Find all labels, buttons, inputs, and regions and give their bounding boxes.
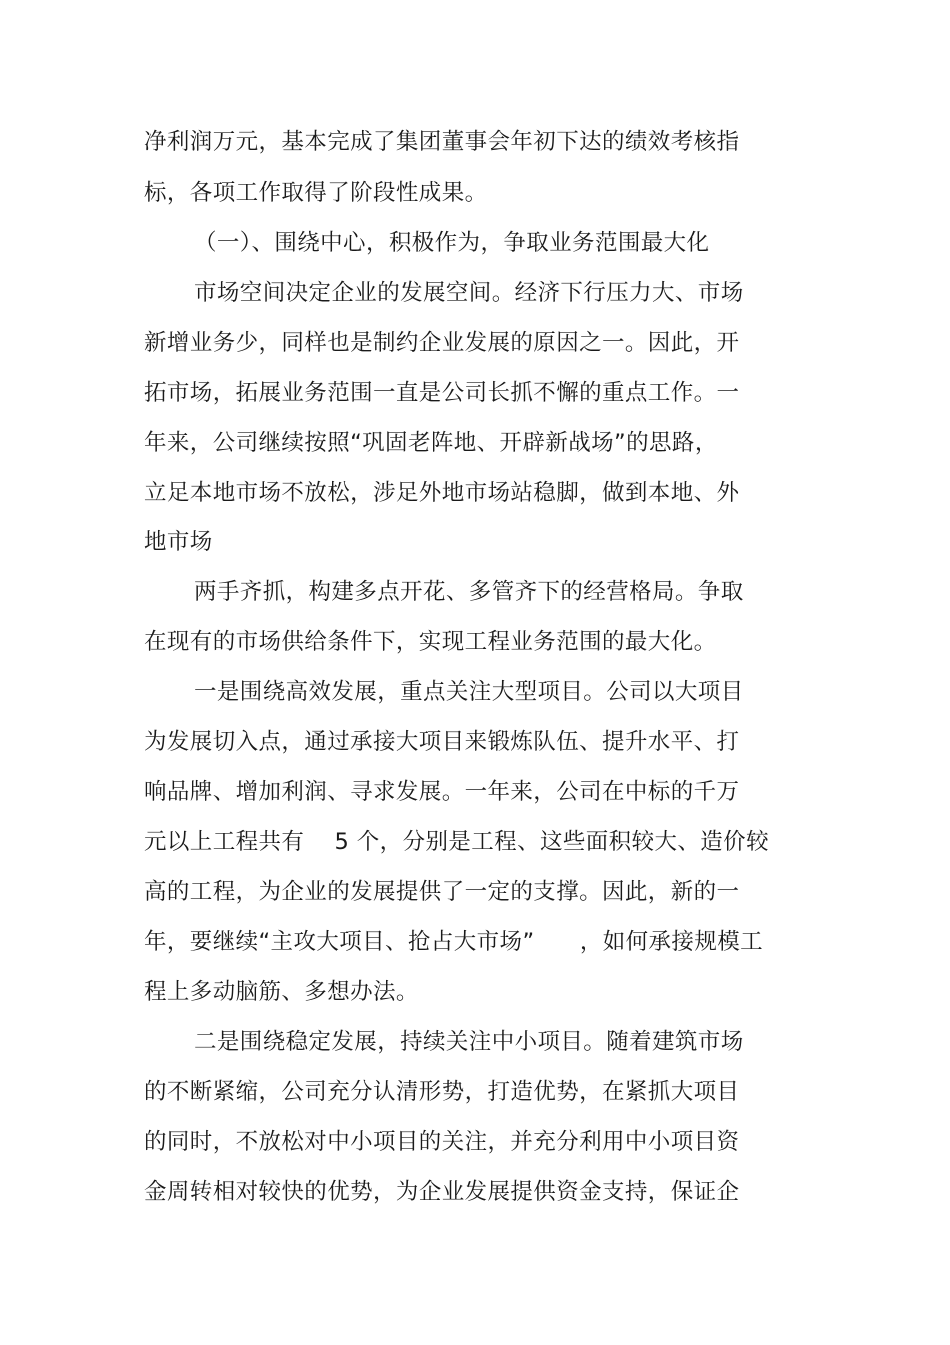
text-line: 新增业务少，同样也是制约企业发展的原因之一。因此，开 <box>144 330 740 356</box>
text-line: 年来，公司继续按照“巩固老阵地、开辟新战场”的思路， <box>144 430 718 456</box>
text-line: 的不断紧缩，公司充分认清形势，打造优势，在紧抓大项目 <box>144 1079 740 1105</box>
text-line: 的同时，不放松对中小项目的关注，并充分利用中小项目资 <box>144 1129 740 1155</box>
text-line: 标，各项工作取得了阶段性成果。 <box>144 180 488 206</box>
text-line: 地市场 <box>144 529 213 555</box>
text-line: 元以上工程共有 5 个，分别是工程、这些面积较大、造价较 <box>144 829 769 855</box>
text-line: 二是围绕稳定发展，持续关注中小项目。随着建筑市场 <box>194 1029 744 1055</box>
text-line: 响品牌、增加利润、寻求发展。一年来，公司在中标的千万 <box>144 779 740 805</box>
text-line: 立足本地市场不放松，涉足外地市场站稳脚，做到本地、外 <box>144 480 740 506</box>
text-line: 两手齐抓，构建多点开花、多管齐下的经营格局。争取 <box>194 579 744 605</box>
text-line: 程上多动脑筋、多想办法。 <box>144 979 419 1005</box>
text-line: 高的工程，为企业的发展提供了一定的支撑。因此，新的一 <box>144 879 740 905</box>
text-line: 市场空间决定企业的发展空间。经济下行压力大、市场 <box>194 280 744 306</box>
text-line: 拓市场，拓展业务范围一直是公司长抓不懈的重点工作。一 <box>144 380 740 406</box>
text-line: 在现有的市场供给条件下，实现工程业务范围的最大化。 <box>144 629 717 655</box>
text-line: 净利润万元，基本完成了集团董事会年初下达的绩效考核指 <box>144 129 740 155</box>
text-line: 金周转相对较快的优势，为企业发展提供资金支持，保证企 <box>144 1179 740 1205</box>
text-line: 年，要继续“主攻大项目、抢占大市场” ，如何承接规模工 <box>144 929 764 955</box>
text-line: 一是围绕高效发展，重点关注大型项目。公司以大项目 <box>194 679 744 705</box>
section-heading: （一）、围绕中心，积极作为，争取业务范围最大化 <box>194 230 710 256</box>
text-line: 为发展切入点，通过承接大项目来锻炼队伍、提升水平、打 <box>144 729 740 755</box>
